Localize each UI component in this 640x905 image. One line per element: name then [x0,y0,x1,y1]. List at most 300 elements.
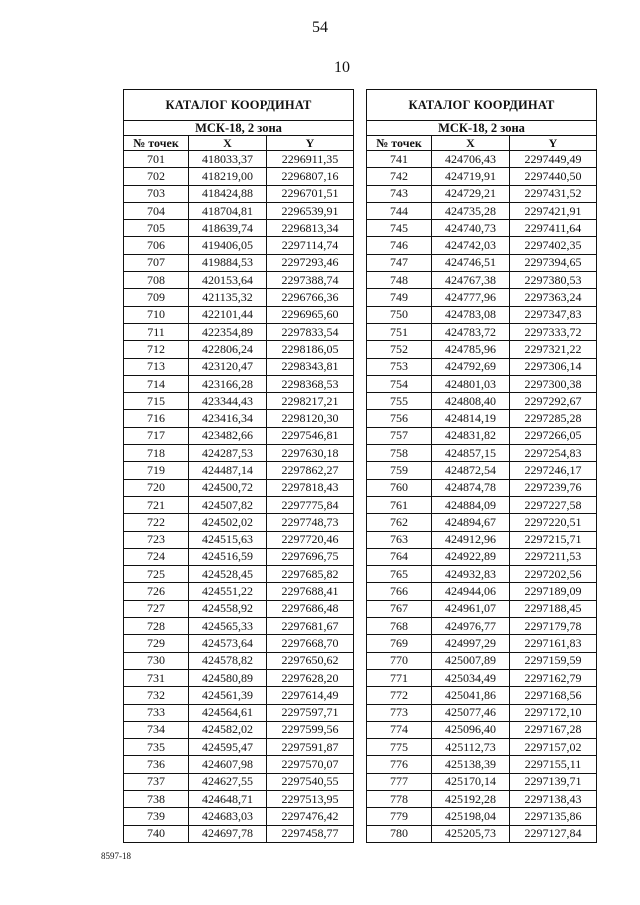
y-coordinate-cell: 2297513,95 [267,790,354,807]
table-row [367,514,597,531]
x-coordinate-cell: 418639,74 [189,220,267,237]
x-coordinate-cell: 424502,02 [189,514,267,531]
table-row [367,220,597,237]
point-number-cell: 740 [124,825,189,842]
y-coordinate-cell: 2297292,67 [510,393,597,410]
point-number-cell: 733 [124,704,189,721]
y-coordinate-cell: 2297167,28 [510,721,597,738]
point-number-cell: 734 [124,721,189,738]
table-row [124,168,354,185]
table-row [124,669,354,686]
x-coordinate-cell: 424777,96 [432,289,510,306]
x-coordinate-cell: 424564,61 [189,704,267,721]
table-row [124,410,354,427]
point-number-cell: 725 [124,566,189,583]
x-coordinate-cell: 425205,73 [432,825,510,842]
point-number-cell: 749 [367,289,432,306]
x-coordinate-cell: 425077,46 [432,704,510,721]
y-coordinate-cell: 2297411,64 [510,220,597,237]
x-coordinate-cell: 423482,66 [189,427,267,444]
x-coordinate-cell: 425198,04 [432,808,510,825]
y-coordinate-cell: 2297862,27 [267,462,354,479]
y-coordinate-cell: 2297161,83 [510,635,597,652]
x-coordinate-cell: 424857,15 [432,445,510,462]
point-number-cell: 763 [367,531,432,548]
table-row [367,756,597,773]
table-row [367,496,597,513]
table-row [124,289,354,306]
y-coordinate-cell: 2297388,74 [267,272,354,289]
table-row [124,358,354,375]
y-coordinate-cell: 2296813,34 [267,220,354,237]
x-coordinate-cell: 424922,89 [432,548,510,565]
x-coordinate-cell: 424287,53 [189,445,267,462]
x-coordinate-cell: 424487,14 [189,462,267,479]
table-row [367,652,597,669]
point-number-cell: 705 [124,220,189,237]
y-coordinate-cell: 2297202,56 [510,566,597,583]
point-number-cell: 710 [124,306,189,323]
y-coordinate-cell: 2297818,43 [267,479,354,496]
document-code: 8597-18 [101,851,131,861]
point-number-cell: 743 [367,185,432,202]
y-coordinate-cell: 2297114,74 [267,237,354,254]
y-coordinate-cell: 2297681,67 [267,618,354,635]
point-number-cell: 703 [124,185,189,202]
point-number-cell: 775 [367,739,432,756]
x-coordinate-cell: 424551,22 [189,583,267,600]
table-row [124,393,354,410]
point-number-cell: 750 [367,306,432,323]
x-coordinate-cell: 424767,38 [432,272,510,289]
table-row [367,808,597,825]
x-coordinate-cell: 425041,86 [432,687,510,704]
x-coordinate-cell: 424976,77 [432,618,510,635]
point-number-cell: 741 [367,151,432,168]
header-point-number: № точек [124,136,189,151]
x-coordinate-cell: 425192,28 [432,790,510,807]
point-number-cell: 778 [367,790,432,807]
table-title-row [124,90,354,121]
point-number-cell: 729 [124,635,189,652]
table-row [367,773,597,790]
x-coordinate-cell: 424528,45 [189,566,267,583]
x-coordinate-cell: 422354,89 [189,323,267,340]
x-coordinate-cell: 424516,59 [189,548,267,565]
point-number-cell: 780 [367,825,432,842]
y-coordinate-cell: 2297599,56 [267,721,354,738]
y-coordinate-cell: 2297246,17 [510,462,597,479]
table-title: КАТАЛОГ КООРДИНАТ [367,90,597,121]
point-number-cell: 744 [367,202,432,219]
y-coordinate-cell: 2296807,16 [267,168,354,185]
x-coordinate-cell: 424746,51 [432,254,510,271]
point-number-cell: 735 [124,739,189,756]
y-coordinate-cell: 2297227,58 [510,496,597,513]
y-coordinate-cell: 2297215,71 [510,531,597,548]
table-zone: МСК-18, 2 зона [124,121,354,136]
y-coordinate-cell: 2297748,73 [267,514,354,531]
table-row [124,739,354,756]
y-coordinate-cell: 2297159,59 [510,652,597,669]
x-coordinate-cell: 424872,54 [432,462,510,479]
point-number-cell: 731 [124,669,189,686]
x-coordinate-cell: 424814,19 [432,410,510,427]
table-row [367,704,597,721]
point-number-cell: 706 [124,237,189,254]
table-row [367,635,597,652]
y-coordinate-cell: 2297179,78 [510,618,597,635]
table-row [124,272,354,289]
table-row [124,825,354,842]
y-coordinate-cell: 2297394,65 [510,254,597,271]
table-row [124,548,354,565]
y-coordinate-cell: 2297220,51 [510,514,597,531]
table-row [367,289,597,306]
x-coordinate-cell: 424801,03 [432,375,510,392]
point-number-cell: 711 [124,323,189,340]
x-coordinate-cell: 424944,06 [432,583,510,600]
table-row [124,635,354,652]
x-coordinate-cell: 424932,83 [432,566,510,583]
table-row [367,358,597,375]
point-number-cell: 707 [124,254,189,271]
x-coordinate-cell: 424580,89 [189,669,267,686]
x-coordinate-cell: 424792,69 [432,358,510,375]
point-number-cell: 772 [367,687,432,704]
point-number-cell: 722 [124,514,189,531]
point-number-cell: 769 [367,635,432,652]
point-number-cell: 773 [367,704,432,721]
y-coordinate-cell: 2296965,60 [267,306,354,323]
table-row [124,704,354,721]
y-coordinate-cell: 2297333,72 [510,323,597,340]
y-coordinate-cell: 2297570,07 [267,756,354,773]
table-row [367,410,597,427]
y-coordinate-cell: 2297363,24 [510,289,597,306]
point-number-cell: 765 [367,566,432,583]
point-number-cell: 723 [124,531,189,548]
x-coordinate-cell: 421135,32 [189,289,267,306]
y-coordinate-cell: 2297597,71 [267,704,354,721]
y-coordinate-cell: 2297162,79 [510,669,597,686]
point-number-cell: 747 [367,254,432,271]
table-title: КАТАЛОГ КООРДИНАТ [124,90,354,121]
point-number-cell: 764 [367,548,432,565]
y-coordinate-cell: 2297775,84 [267,496,354,513]
x-coordinate-cell: 424961,07 [432,600,510,617]
point-number-cell: 771 [367,669,432,686]
header-y: Y [267,136,354,151]
point-number-cell: 753 [367,358,432,375]
x-coordinate-cell: 423416,34 [189,410,267,427]
point-number-cell: 716 [124,410,189,427]
table-row [124,445,354,462]
point-number-cell: 717 [124,427,189,444]
y-coordinate-cell: 2297696,75 [267,548,354,565]
x-coordinate-cell: 424719,91 [432,168,510,185]
y-coordinate-cell: 2297431,52 [510,185,597,202]
header-point-number: № точек [367,136,432,151]
table-row [367,479,597,496]
y-coordinate-cell: 2296539,91 [267,202,354,219]
point-number-cell: 760 [367,479,432,496]
point-number-cell: 746 [367,237,432,254]
x-coordinate-cell: 424742,03 [432,237,510,254]
x-coordinate-cell: 424783,08 [432,306,510,323]
table-row [124,583,354,600]
table-row [124,514,354,531]
table-row [124,375,354,392]
table-row [367,237,597,254]
table-row [124,341,354,358]
y-coordinate-cell: 2297540,55 [267,773,354,790]
point-number-cell: 738 [124,790,189,807]
point-number-cell: 758 [367,445,432,462]
point-number-cell: 748 [367,272,432,289]
table-row [124,790,354,807]
x-coordinate-cell: 424997,29 [432,635,510,652]
point-number-cell: 701 [124,151,189,168]
x-coordinate-cell: 424683,03 [189,808,267,825]
point-number-cell: 713 [124,358,189,375]
table-row [124,462,354,479]
table-row [367,341,597,358]
x-coordinate-cell: 424582,02 [189,721,267,738]
table-row [367,202,597,219]
x-coordinate-cell: 419884,53 [189,254,267,271]
x-coordinate-cell: 423120,47 [189,358,267,375]
table-row [367,600,597,617]
point-number-cell: 704 [124,202,189,219]
x-coordinate-cell: 424578,82 [189,652,267,669]
y-coordinate-cell: 2297685,82 [267,566,354,583]
point-number-cell: 774 [367,721,432,738]
table-row [124,427,354,444]
table-row [367,790,597,807]
x-coordinate-cell: 424595,47 [189,739,267,756]
y-coordinate-cell: 2298368,53 [267,375,354,392]
y-coordinate-cell: 2297591,87 [267,739,354,756]
table-row [124,202,354,219]
x-coordinate-cell: 424648,71 [189,790,267,807]
point-number-cell: 719 [124,462,189,479]
y-coordinate-cell: 2297239,76 [510,479,597,496]
x-coordinate-cell: 422101,44 [189,306,267,323]
y-coordinate-cell: 2297188,45 [510,600,597,617]
x-coordinate-cell: 424500,72 [189,479,267,496]
point-number-cell: 715 [124,393,189,410]
y-coordinate-cell: 2296911,35 [267,151,354,168]
y-coordinate-cell: 2297321,22 [510,341,597,358]
point-number-cell: 708 [124,272,189,289]
y-coordinate-cell: 2297254,83 [510,445,597,462]
table-row [367,375,597,392]
y-coordinate-cell: 2297211,53 [510,548,597,565]
table-row [367,669,597,686]
point-number-cell: 714 [124,375,189,392]
y-coordinate-cell: 2297155,11 [510,756,597,773]
point-number-cell: 732 [124,687,189,704]
page-number: 54 [312,19,328,36]
y-coordinate-cell: 2297306,14 [510,358,597,375]
point-number-cell: 770 [367,652,432,669]
x-coordinate-cell: 424627,55 [189,773,267,790]
y-coordinate-cell: 2297668,70 [267,635,354,652]
table-header-row [367,136,597,151]
y-coordinate-cell: 2297546,81 [267,427,354,444]
sub-number: 10 [334,59,350,76]
y-coordinate-cell: 2297347,83 [510,306,597,323]
y-coordinate-cell: 2297628,20 [267,669,354,686]
x-coordinate-cell: 424515,63 [189,531,267,548]
table-zone-row [367,121,597,136]
x-coordinate-cell: 425007,89 [432,652,510,669]
y-coordinate-cell: 2297168,56 [510,687,597,704]
y-coordinate-cell: 2297614,49 [267,687,354,704]
table-row [124,496,354,513]
x-coordinate-cell: 424565,33 [189,618,267,635]
x-coordinate-cell: 425138,39 [432,756,510,773]
point-number-cell: 745 [367,220,432,237]
x-coordinate-cell: 424884,09 [432,496,510,513]
table-row [367,687,597,704]
point-number-cell: 766 [367,583,432,600]
x-coordinate-cell: 424561,39 [189,687,267,704]
y-coordinate-cell: 2297172,10 [510,704,597,721]
header-x: X [189,136,267,151]
header-x: X [432,136,510,151]
x-coordinate-cell: 424729,21 [432,185,510,202]
x-coordinate-cell: 418033,37 [189,151,267,168]
y-coordinate-cell: 2297476,42 [267,808,354,825]
table-zone: МСК-18, 2 зона [367,121,597,136]
y-coordinate-cell: 2297449,49 [510,151,597,168]
x-coordinate-cell: 419406,05 [189,237,267,254]
x-coordinate-cell: 423344,43 [189,393,267,410]
point-number-cell: 762 [367,514,432,531]
y-coordinate-cell: 2298120,30 [267,410,354,427]
x-coordinate-cell: 424697,78 [189,825,267,842]
table-row [124,566,354,583]
table-row [124,756,354,773]
y-coordinate-cell: 2297293,46 [267,254,354,271]
y-coordinate-cell: 2296701,51 [267,185,354,202]
y-coordinate-cell: 2297135,86 [510,808,597,825]
point-number-cell: 721 [124,496,189,513]
point-number-cell: 776 [367,756,432,773]
y-coordinate-cell: 2297630,18 [267,445,354,462]
point-number-cell: 712 [124,341,189,358]
table-row [367,583,597,600]
x-coordinate-cell: 424573,64 [189,635,267,652]
point-number-cell: 737 [124,773,189,790]
table-row [124,721,354,738]
table-row [367,566,597,583]
y-coordinate-cell: 2297157,02 [510,739,597,756]
point-number-cell: 709 [124,289,189,306]
y-coordinate-cell: 2297720,46 [267,531,354,548]
table-row [367,825,597,842]
x-coordinate-cell: 424607,98 [189,756,267,773]
y-coordinate-cell: 2297380,53 [510,272,597,289]
point-number-cell: 730 [124,652,189,669]
x-coordinate-cell: 424783,72 [432,323,510,340]
point-number-cell: 756 [367,410,432,427]
table-row [367,739,597,756]
table-row [124,306,354,323]
table-row [124,185,354,202]
table-zone-row [124,121,354,136]
point-number-cell: 720 [124,479,189,496]
x-coordinate-cell: 425034,49 [432,669,510,686]
x-coordinate-cell: 424740,73 [432,220,510,237]
table-row [367,254,597,271]
y-coordinate-cell: 2297300,38 [510,375,597,392]
x-coordinate-cell: 420153,64 [189,272,267,289]
y-coordinate-cell: 2298186,05 [267,341,354,358]
table-row [367,323,597,340]
table-row [367,151,597,168]
table-row [124,652,354,669]
x-coordinate-cell: 424735,28 [432,202,510,219]
y-coordinate-cell: 2297285,28 [510,410,597,427]
point-number-cell: 728 [124,618,189,635]
x-coordinate-cell: 424706,43 [432,151,510,168]
table-row [124,479,354,496]
table-row [367,168,597,185]
x-coordinate-cell: 424912,96 [432,531,510,548]
coordinates-table-left [123,89,354,843]
x-coordinate-cell: 423166,28 [189,375,267,392]
x-coordinate-cell: 424831,82 [432,427,510,444]
y-coordinate-cell: 2298217,21 [267,393,354,410]
point-number-cell: 702 [124,168,189,185]
table-title-row [367,90,597,121]
table-row [124,808,354,825]
table-row [367,427,597,444]
y-coordinate-cell: 2297833,54 [267,323,354,340]
point-number-cell: 726 [124,583,189,600]
y-coordinate-cell: 2298343,81 [267,358,354,375]
y-coordinate-cell: 2297127,84 [510,825,597,842]
y-coordinate-cell: 2296766,36 [267,289,354,306]
point-number-cell: 759 [367,462,432,479]
table-row [124,323,354,340]
table-header-row [124,136,354,151]
table-row [367,272,597,289]
table-row [367,393,597,410]
x-coordinate-cell: 418424,88 [189,185,267,202]
point-number-cell: 736 [124,756,189,773]
point-number-cell: 757 [367,427,432,444]
x-coordinate-cell: 424785,96 [432,341,510,358]
table-row [124,220,354,237]
point-number-cell: 727 [124,600,189,617]
point-number-cell: 742 [367,168,432,185]
point-number-cell: 724 [124,548,189,565]
x-coordinate-cell: 424894,67 [432,514,510,531]
point-number-cell: 718 [124,445,189,462]
x-coordinate-cell: 424558,92 [189,600,267,617]
y-coordinate-cell: 2297139,71 [510,773,597,790]
x-coordinate-cell: 418704,81 [189,202,267,219]
y-coordinate-cell: 2297440,50 [510,168,597,185]
table-row [124,773,354,790]
x-coordinate-cell: 424808,40 [432,393,510,410]
x-coordinate-cell: 418219,00 [189,168,267,185]
table-row [124,151,354,168]
